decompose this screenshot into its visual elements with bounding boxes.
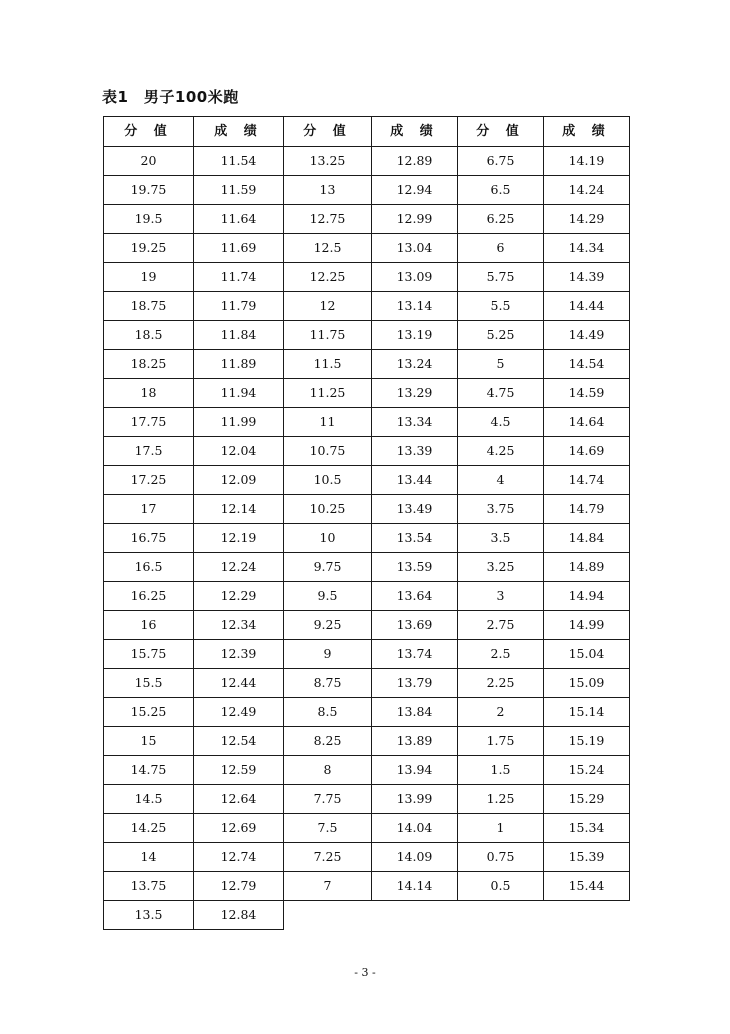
score-cell: 9.25 [284,611,372,640]
score-cell: 14.5 [104,785,194,814]
score-cell: 19.75 [104,176,194,205]
result-cell: 11.64 [194,205,284,234]
score-cell: 13 [284,176,372,205]
score-cell: 18.75 [104,292,194,321]
score-cell: 14.75 [104,756,194,785]
score-cell: 6.75 [458,147,544,176]
score-cell: 7.75 [284,785,372,814]
score-cell: 15.5 [104,669,194,698]
result-cell: 13.14 [372,292,458,321]
result-cell: 15.44 [544,872,630,901]
table-body [104,147,630,930]
score-cell: 11 [284,408,372,437]
table-row [104,263,630,292]
table-row [104,292,630,321]
result-cell: 12.69 [194,814,284,843]
table-header-row [104,117,630,147]
score-cell: 1 [458,814,544,843]
score-cell: 2.75 [458,611,544,640]
table-row [104,640,630,669]
score-cell: 9 [284,640,372,669]
result-cell: 14.29 [544,205,630,234]
score-cell: 17.25 [104,466,194,495]
score-cell: 4.25 [458,437,544,466]
empty-cell [284,901,372,930]
result-cell: 11.84 [194,321,284,350]
empty-cell [544,901,630,930]
result-cell: 14.94 [544,582,630,611]
result-cell: 13.69 [372,611,458,640]
score-cell: 10.25 [284,495,372,524]
score-cell: 9.75 [284,553,372,582]
result-cell: 14.89 [544,553,630,582]
score-cell: 19.5 [104,205,194,234]
result-cell: 11.79 [194,292,284,321]
result-cell: 13.24 [372,350,458,379]
result-cell: 12.44 [194,669,284,698]
table-row [104,321,630,350]
score-cell: 4.75 [458,379,544,408]
result-cell: 12.79 [194,872,284,901]
result-cell: 13.29 [372,379,458,408]
table-row [104,756,630,785]
table-row [104,698,630,727]
result-cell: 13.34 [372,408,458,437]
score-cell: 1.25 [458,785,544,814]
score-cell: 3.25 [458,553,544,582]
score-cell: 18 [104,379,194,408]
header-score: 分 值 [104,117,194,147]
result-cell: 13.94 [372,756,458,785]
result-cell: 12.74 [194,843,284,872]
result-cell: 13.74 [372,640,458,669]
result-cell: 13.84 [372,698,458,727]
score-cell: 14 [104,843,194,872]
table-row [104,727,630,756]
result-cell: 13.54 [372,524,458,553]
score-cell: 7.5 [284,814,372,843]
score-cell: 13.25 [284,147,372,176]
result-cell: 14.24 [544,176,630,205]
result-cell: 15.04 [544,640,630,669]
table-row [104,379,630,408]
score-cell: 3.75 [458,495,544,524]
result-cell: 15.09 [544,669,630,698]
score-cell: 18.5 [104,321,194,350]
result-cell: 14.44 [544,292,630,321]
result-cell: 12.09 [194,466,284,495]
table-row [104,205,630,234]
score-cell: 16.5 [104,553,194,582]
score-cell: 0.5 [458,872,544,901]
result-cell: 14.19 [544,147,630,176]
score-cell: 4.5 [458,408,544,437]
table-row [104,901,630,930]
score-cell: 2 [458,698,544,727]
header-result: 成 绩 [194,117,284,147]
table-row [104,408,630,437]
table-row [104,843,630,872]
result-cell: 14.99 [544,611,630,640]
result-cell: 11.69 [194,234,284,263]
score-cell: 17.5 [104,437,194,466]
result-cell: 11.59 [194,176,284,205]
result-cell: 14.69 [544,437,630,466]
table-row [104,669,630,698]
result-cell: 12.49 [194,698,284,727]
score-cell: 10.5 [284,466,372,495]
score-cell: 19.25 [104,234,194,263]
result-cell: 12.54 [194,727,284,756]
score-cell: 2.5 [458,640,544,669]
score-cell: 19 [104,263,194,292]
page-number: - 3 - [354,966,376,979]
result-cell: 12.89 [372,147,458,176]
result-cell: 12.04 [194,437,284,466]
result-cell: 13.09 [372,263,458,292]
score-table [103,116,630,930]
score-cell: 2.25 [458,669,544,698]
score-cell: 11.75 [284,321,372,350]
result-cell: 14.14 [372,872,458,901]
table-row [104,234,630,263]
score-cell: 6 [458,234,544,263]
result-cell: 13.19 [372,321,458,350]
score-cell: 12.75 [284,205,372,234]
header-result: 成 绩 [372,117,458,147]
result-cell: 15.14 [544,698,630,727]
result-cell: 13.49 [372,495,458,524]
table-row [104,495,630,524]
table-row [104,582,630,611]
score-cell: 17.75 [104,408,194,437]
result-cell: 12.24 [194,553,284,582]
score-cell: 16.25 [104,582,194,611]
header-score: 分 值 [458,117,544,147]
score-cell: 6.5 [458,176,544,205]
table-row [104,814,630,843]
score-cell: 3 [458,582,544,611]
score-cell: 10.75 [284,437,372,466]
score-cell: 1.5 [458,756,544,785]
result-cell: 12.14 [194,495,284,524]
result-cell: 13.59 [372,553,458,582]
score-cell: 11.5 [284,350,372,379]
score-cell: 3.5 [458,524,544,553]
result-cell: 14.54 [544,350,630,379]
result-cell: 14.39 [544,263,630,292]
table-row [104,437,630,466]
table-row [104,176,630,205]
header-result: 成 绩 [544,117,630,147]
result-cell: 14.09 [372,843,458,872]
score-cell: 1.75 [458,727,544,756]
result-cell: 14.49 [544,321,630,350]
result-cell: 14.04 [372,814,458,843]
table-row [104,785,630,814]
score-cell: 6.25 [458,205,544,234]
empty-cell [372,901,458,930]
result-cell: 15.39 [544,843,630,872]
table-row [104,147,630,176]
score-cell: 8.25 [284,727,372,756]
result-cell: 13.64 [372,582,458,611]
score-cell: 5.25 [458,321,544,350]
result-cell: 11.89 [194,350,284,379]
result-cell: 11.54 [194,147,284,176]
score-cell: 20 [104,147,194,176]
score-cell: 5.75 [458,263,544,292]
score-cell: 15.75 [104,640,194,669]
result-cell: 15.34 [544,814,630,843]
result-cell: 15.24 [544,756,630,785]
score-cell: 16.75 [104,524,194,553]
result-cell: 12.64 [194,785,284,814]
score-cell: 17 [104,495,194,524]
score-cell: 8 [284,756,372,785]
result-cell: 13.44 [372,466,458,495]
result-cell: 11.99 [194,408,284,437]
empty-cell [458,901,544,930]
table-row [104,466,630,495]
score-cell: 18.25 [104,350,194,379]
score-cell: 12 [284,292,372,321]
score-cell: 16 [104,611,194,640]
result-cell: 14.84 [544,524,630,553]
result-cell: 13.99 [372,785,458,814]
table-row [104,872,630,901]
table-row [104,350,630,379]
result-cell: 12.59 [194,756,284,785]
score-cell: 13.75 [104,872,194,901]
result-cell: 15.19 [544,727,630,756]
score-cell: 5 [458,350,544,379]
result-cell: 13.79 [372,669,458,698]
score-cell: 8.5 [284,698,372,727]
result-cell: 12.19 [194,524,284,553]
result-cell: 13.04 [372,234,458,263]
result-cell: 14.34 [544,234,630,263]
score-cell: 14.25 [104,814,194,843]
score-cell: 11.25 [284,379,372,408]
result-cell: 12.39 [194,640,284,669]
score-cell: 5.5 [458,292,544,321]
result-cell: 12.34 [194,611,284,640]
result-cell: 15.29 [544,785,630,814]
result-cell: 14.64 [544,408,630,437]
result-cell: 14.74 [544,466,630,495]
header-score: 分 值 [284,117,372,147]
score-cell: 12.25 [284,263,372,292]
result-cell: 12.29 [194,582,284,611]
result-cell: 13.39 [372,437,458,466]
table-title: 表1 男子100米跑 [102,88,239,106]
score-cell: 13.5 [104,901,194,930]
score-cell: 8.75 [284,669,372,698]
score-cell: 10 [284,524,372,553]
result-cell: 11.74 [194,263,284,292]
score-cell: 7 [284,872,372,901]
score-cell: 0.75 [458,843,544,872]
result-cell: 11.94 [194,379,284,408]
score-cell: 12.5 [284,234,372,263]
score-cell: 9.5 [284,582,372,611]
result-cell: 12.94 [372,176,458,205]
table-row [104,611,630,640]
result-cell: 14.59 [544,379,630,408]
result-cell: 12.99 [372,205,458,234]
score-cell: 15 [104,727,194,756]
score-cell: 15.25 [104,698,194,727]
score-cell: 7.25 [284,843,372,872]
result-cell: 13.89 [372,727,458,756]
result-cell: 14.79 [544,495,630,524]
table-row [104,524,630,553]
score-cell: 4 [458,466,544,495]
result-cell: 12.84 [194,901,284,930]
table-row [104,553,630,582]
